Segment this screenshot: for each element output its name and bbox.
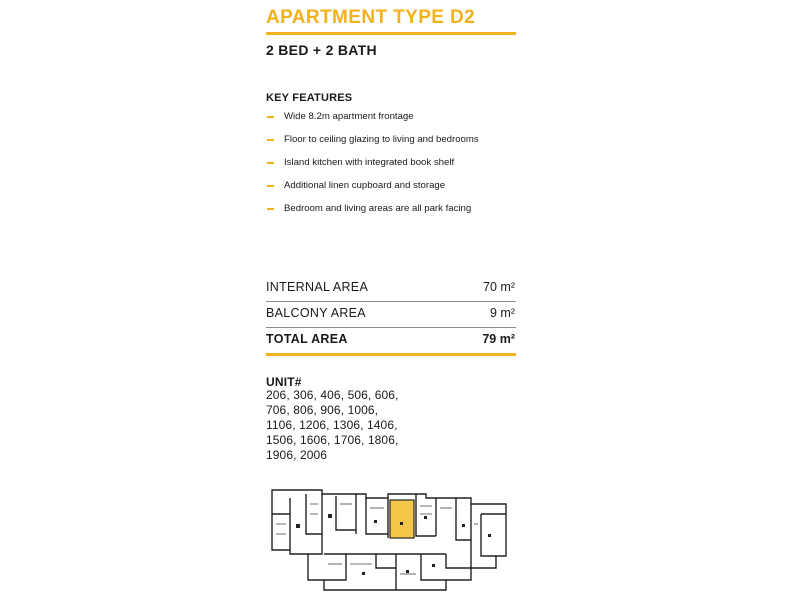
area-table xyxy=(266,276,516,356)
area-label: BALCONY AREA xyxy=(266,306,366,320)
internal-area-row xyxy=(266,276,516,302)
bullet-dash-icon xyxy=(267,208,274,210)
key-features-list xyxy=(266,110,516,225)
key-features-heading: KEY FEATURES xyxy=(266,92,353,104)
feature-text: Bedroom and living areas are all park facing xyxy=(284,203,472,214)
area-value: 79 m² xyxy=(482,332,515,346)
bullet-dash-icon xyxy=(267,162,274,164)
feature-item xyxy=(266,179,516,202)
feature-text: Floor to ceiling glazing to living and bedrooms xyxy=(284,134,479,145)
bullet-dash-icon xyxy=(267,116,274,118)
area-label: TOTAL AREA xyxy=(266,332,348,346)
unit-number-list: 206, 306, 406, 506, 606, 706, 806, 906, 1006, 1106, 1206, 1306, 1406, 1506, 1606, 1706, 1806, 1906, 2006 xyxy=(266,388,399,462)
feature-text: Wide 8.2m apartment frontage xyxy=(284,111,414,122)
total-area-row xyxy=(266,328,516,356)
unit-heading: UNIT# xyxy=(266,375,302,389)
bullet-dash-icon xyxy=(267,185,274,187)
feature-item xyxy=(266,110,516,133)
bullet-dash-icon xyxy=(267,139,274,141)
feature-text: Additional linen cupboard and storage xyxy=(284,180,446,191)
feature-text: Island kitchen with integrated book shelf xyxy=(284,157,455,168)
area-label: INTERNAL AREA xyxy=(266,280,369,294)
balcony-area-row xyxy=(266,302,516,328)
floor-plan-keyplan xyxy=(266,484,516,600)
area-value: 9 m² xyxy=(490,306,515,320)
feature-item xyxy=(266,202,516,225)
title-divider xyxy=(266,32,516,35)
highlighted-unit-d2 xyxy=(390,500,414,538)
feature-item xyxy=(266,156,516,179)
feature-item xyxy=(266,133,516,156)
page-title: APARTMENT TYPE D2 xyxy=(266,7,476,28)
area-value: 70 m² xyxy=(483,280,515,294)
bed-bath-subtitle: 2 BED + 2 BATH xyxy=(266,42,377,58)
